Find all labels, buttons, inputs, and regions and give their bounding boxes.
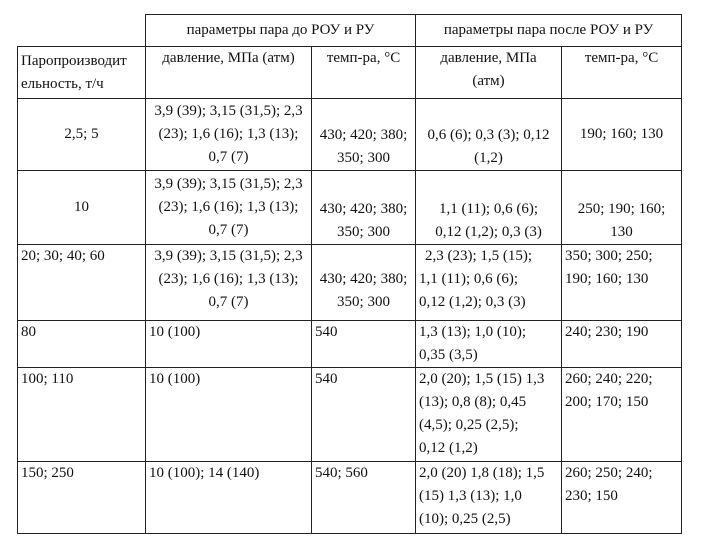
cell-text-line: 1,1 (11); 0,6 (6); — [419, 271, 519, 287]
cell-text-line: 190; 160; 130 — [565, 271, 649, 287]
cell-text-line: 540 — [315, 371, 338, 387]
header-pressure-after — [416, 47, 562, 99]
cell-text-line — [315, 245, 412, 268]
temp-before-cell — [312, 99, 416, 171]
cell-text-line: 2,0 (20); 1,5 (15) 1,3 — [419, 371, 545, 387]
pressure-before-cell — [146, 321, 312, 368]
cell-text-line: 130 — [610, 224, 633, 240]
cell-text-line: 0,12 (1,2); 0,3 (3) — [435, 224, 542, 240]
cell-text-line: 260; 250; 240; — [565, 465, 653, 481]
cell-text-line: 430; 420; 380; — [319, 271, 408, 287]
header-row-groups — [18, 15, 682, 47]
cell-text-line: 260; 240; 220; — [565, 371, 653, 387]
cell-text-line: (1,2) — [474, 150, 503, 166]
capacity-cell — [18, 368, 146, 462]
temp-after-cell — [562, 462, 682, 534]
temp-before-cell — [312, 321, 416, 368]
temp-before-cell — [312, 245, 416, 321]
capacity-cell — [18, 99, 146, 171]
cell-text-line: 80 — [21, 324, 36, 340]
cell-text-line: 2,3 (23); 1,5 (15); — [425, 248, 533, 264]
pressure-before-cell — [146, 245, 312, 321]
pressure-after-cell — [416, 171, 562, 245]
cell-text-line: 0,12 (1,2) — [419, 440, 478, 456]
cell-text-line: 350; 300 — [337, 150, 390, 166]
cell-text-line: 540 — [315, 324, 338, 340]
pressure-after-cell — [416, 462, 562, 534]
header-capacity — [18, 47, 146, 99]
header-group-after: параметры пара после РОУ и РУ — [416, 15, 682, 47]
cell-text-line: 20; 30; 40; 60 — [21, 248, 105, 264]
header-empty-corner — [18, 15, 146, 47]
pressure-before-cell — [146, 368, 312, 462]
cell-text-line: 0,12 (1,2); 0,3 (3) — [419, 294, 526, 310]
pressure-before-cell — [146, 99, 312, 171]
header-pressure-after-line: давление, МПа — [440, 50, 537, 66]
pressure-after-cell — [416, 99, 562, 171]
cell-text-line: 350; 300 — [337, 294, 390, 310]
temp-after-cell — [562, 321, 682, 368]
temp-after-cell — [562, 368, 682, 462]
cell-text-line: 100; 110 — [21, 371, 74, 387]
temp-after-cell — [562, 99, 682, 171]
capacity-cell — [18, 171, 146, 245]
cell-text-line: 0,7 (7) — [208, 294, 249, 310]
cell-text-line: 3,9 (39); 3,15 (31,5); 2,3 — [154, 248, 303, 264]
cell-text-line: 3,9 (39); 3,15 (31,5); 2,3 — [154, 103, 303, 119]
cell-text-line: 1,3 (13); 1,0 (10); — [419, 324, 527, 340]
header-capacity-line: Паропроизводит — [21, 52, 127, 69]
cell-text-line: (13); 0,8 (8); 0,45 — [419, 394, 527, 410]
cell-text-line: 350; 300 — [337, 224, 390, 240]
cell-text-line: 10 (100) — [149, 371, 201, 387]
pressure-before-cell — [146, 462, 312, 534]
temp-after-cell — [562, 171, 682, 245]
capacity-cell — [18, 321, 146, 368]
cell-text-line: (15) 1,3 (13); 1,0 — [419, 488, 522, 504]
header-temp-before: темп-ра, °С — [312, 47, 416, 99]
capacity-cell — [18, 245, 146, 321]
pressure-after-cell — [416, 368, 562, 462]
cell-text-line: 240; 230; 190 — [565, 324, 649, 340]
header-capacity-line: ельность, т/ч — [21, 75, 104, 92]
temp-after-cell — [562, 245, 682, 321]
cell-text-line: 10 (100) — [149, 324, 201, 340]
cell-text-line: 1,1 (11); 0,6 (6); — [439, 201, 539, 217]
temp-before-cell — [312, 368, 416, 462]
steam-parameters-table — [17, 14, 682, 534]
header-temp-after: темп-ра, °С — [562, 47, 682, 99]
table-row — [18, 245, 682, 321]
temp-before-cell — [312, 462, 416, 534]
table-row — [18, 321, 682, 368]
cell-text-line: 3,9 (39); 3,15 (31,5); 2,3 — [154, 176, 303, 192]
cell-text-line: (23); 1,6 (16); 1,3 (13); — [158, 126, 299, 142]
table-row — [18, 462, 682, 534]
cell-text-line: 540; 560 — [315, 465, 368, 481]
pressure-after-cell — [416, 245, 562, 321]
table-row — [18, 171, 682, 245]
cell-text-line: 190; 160; 130 — [579, 126, 664, 142]
cell-text-line: (23); 1,6 (16); 1,3 (13); — [158, 271, 299, 287]
cell-text-line: (23); 1,6 (16); 1,3 (13); — [158, 199, 299, 215]
header-pressure-before: давление, МПа (атм) — [146, 47, 312, 99]
cell-text-line: (10); 0,25 (2,5) — [419, 511, 511, 527]
pressure-after-cell — [416, 321, 562, 368]
cell-text-line: 230; 150 — [565, 488, 618, 504]
cell-text-line: 200; 170; 150 — [565, 394, 649, 410]
cell-text-line: 10 — [74, 199, 89, 215]
table-row — [18, 368, 682, 462]
header-row-columns — [18, 47, 682, 99]
cell-text-line: 250; 190; 160; — [577, 201, 666, 217]
temp-before-cell — [312, 171, 416, 245]
cell-text-line: 2,5; 5 — [64, 126, 99, 142]
cell-text-line: 150; 250 — [21, 465, 74, 481]
cell-text-line: 430; 420; 380; — [319, 201, 408, 217]
table-row — [18, 99, 682, 171]
capacity-cell — [18, 462, 146, 534]
cell-text-line: 0,7 (7) — [208, 222, 249, 238]
header-pressure-after-line: (атм) — [472, 73, 505, 89]
cell-text-line: 350; 300; 250; — [565, 248, 653, 264]
cell-text-line: 0,35 (3,5) — [419, 347, 478, 363]
cell-text-line: 10 (100); 14 (140) — [149, 465, 260, 481]
cell-text-line: 0,7 (7) — [208, 149, 249, 165]
cell-text-line: 430; 420; 380; — [319, 127, 408, 143]
cell-text-line: (4,5); 0,25 (2,5); — [419, 417, 519, 433]
cell-text-line: 0,6 (6); 0,3 (3); 0,12 — [427, 127, 550, 143]
header-group-before: параметры пара до РОУ и РУ — [146, 15, 416, 47]
cell-text-line: 2,0 (20) 1,8 (18); 1,5 — [419, 465, 545, 481]
pressure-before-cell — [146, 171, 312, 245]
